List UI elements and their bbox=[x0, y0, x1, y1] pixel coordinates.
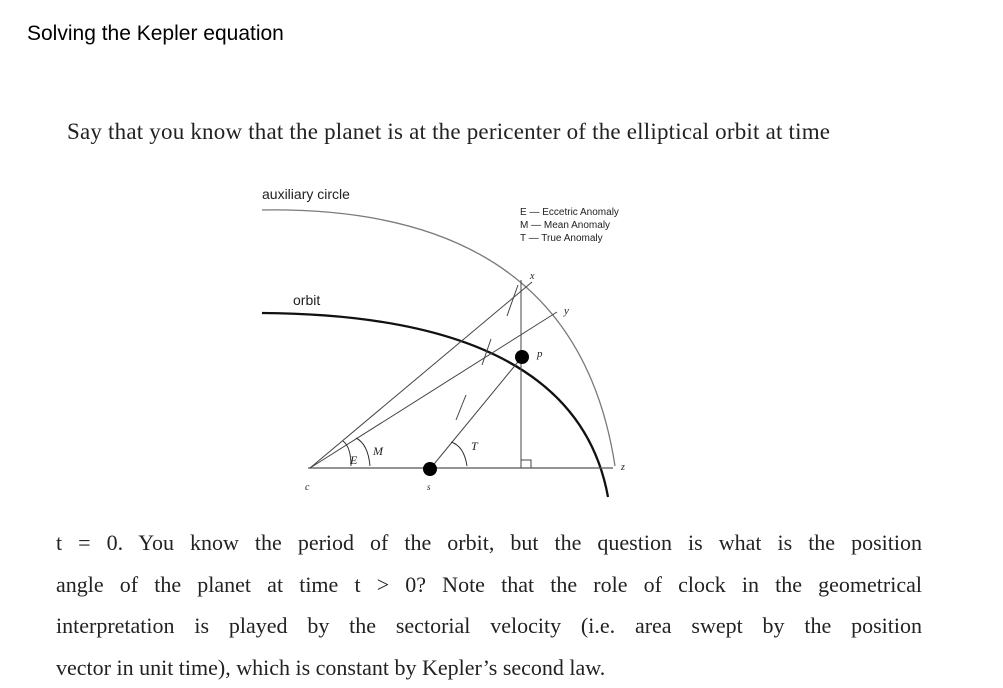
label-angle-M: M bbox=[373, 444, 383, 458]
legend-mean: M — Mean Anomaly bbox=[520, 220, 611, 231]
right-angle-marker bbox=[521, 460, 531, 468]
label-y: y bbox=[564, 305, 569, 317]
auxiliary-circle-arc bbox=[262, 210, 615, 466]
label-angle-T: T bbox=[471, 439, 478, 453]
auxiliary-circle-label: auxiliary circle bbox=[262, 186, 350, 202]
label-angle-E: E bbox=[350, 453, 358, 467]
orbit-label: orbit bbox=[293, 292, 321, 308]
planet-point bbox=[515, 350, 529, 364]
angle-arc-T bbox=[451, 442, 467, 466]
intro-text: Say that you know that the planet is at the pericenter of the elliptical orbit at time bbox=[67, 119, 831, 144]
legend-eccentric: E — Eccetric Anomaly bbox=[520, 207, 619, 218]
label-c: c bbox=[305, 482, 310, 493]
body-line: angle of the planet at time t > 0? Note that the role of clock in the geometrical bbox=[56, 571, 922, 597]
line-c-y bbox=[310, 312, 557, 468]
page-title: Solving the Kepler equation bbox=[27, 22, 284, 45]
label-x: x bbox=[530, 271, 535, 282]
line-c-x bbox=[310, 282, 532, 468]
focus-point bbox=[423, 462, 437, 476]
legend-true: T — True Anomaly bbox=[520, 233, 603, 244]
tick-mark bbox=[507, 285, 518, 316]
label-p: p bbox=[537, 348, 543, 360]
tick-mark bbox=[456, 395, 466, 420]
body-line: t = 0. You know the period of the orbit, but the question is what is the position bbox=[56, 530, 922, 555]
body-line: interpretation is played by the sectorial velocity (i.e. area swept by the position bbox=[56, 613, 922, 638]
label-s: s bbox=[427, 482, 431, 492]
angle-arc-M bbox=[356, 438, 370, 466]
label-z: z bbox=[621, 462, 625, 473]
body-paragraph bbox=[56, 522, 922, 688]
body-line: vector in unit time), which is constant by Kepler’s second law. bbox=[56, 654, 606, 680]
